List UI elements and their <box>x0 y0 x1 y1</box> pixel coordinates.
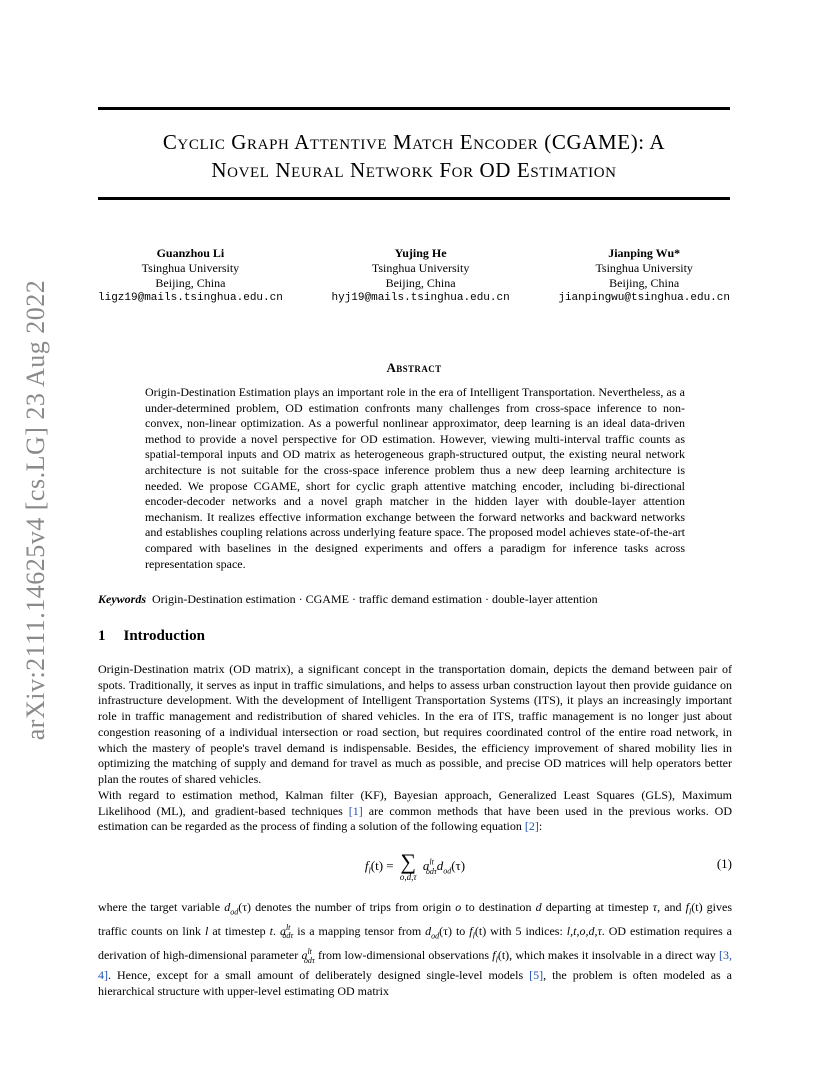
p3-math: a <box>279 924 286 939</box>
eq-term-d: d <box>436 857 444 873</box>
abstract-text: Origin-Destination Estimation plays an important role in the era of Intelligent Transportation. Nevertheless, as a under-determined problem, OD estimation confronts many challenges from cross-space inference to non-convex, non-linear optimization. As a powerful nonlinear approximator, deep learning is an ideal data-driven method to provide a novel perspective for OD estimation. However, viewing multi-interval traffic counts as spatial-temporal inputs and OD matrix as heterogeneous graph-structured output, the existing neural network architecture is not suitable for the cross-space inference problem thus a new deep learning architecture is needed. We propose CGAME, short for cyclic graph attentive matching encoder, including bi-directional encoder-decoder networks and a novel graph matcher in the hidden layer with double-layer attention mechanism. It realizes effective information exchange between the forward networks and backward networks and establishes coupling relations across underlying feature space. The proposed model achieves state-of-the-art compared with baselines in the designed experiments and offers a paradigm for inference tasks across representation space. <box>145 385 685 571</box>
section-heading-introduction <box>98 628 205 645</box>
citation-link[interactable]: [1] <box>348 803 363 818</box>
p3-text: . Hence, except for a small amount of deliberately designed single-level models <box>108 968 530 983</box>
p3-math: l,t,o,d,τ <box>566 924 602 939</box>
p3-text: , and <box>657 900 686 914</box>
p3-math-sub: l <box>689 907 692 917</box>
p3-math-sub: od <box>230 907 239 917</box>
intro-paragraph-1: Origin-Destination matrix (OD matrix), a significant concept in the transportation domain, depicts the demand between pair of spots. Traditionally, it serves as input in traffic simulations, and helps to assess urban construction layout then provide guidance on infrastructure development. With the development of Intelligent Transportation Systems (ITS), it plays an increasingly important role in traffic management and redistribution of shared vehicles. In the era of ITS, traffic management is no longer just about congestion reasoning of a individual intersection or road section, but requires coordinated control of the entire road network, in which the mastery of people's travel demand is indispensable. Besides, the efficiency improvement of shared mobility lies in optimizing the matching of supply and demand for travel as much as possible, and precise OD matrices will help operators better plan the routes of shared vehicles. <box>98 662 732 786</box>
author-affiliation: Tsinghua University <box>595 261 693 275</box>
author-affiliation: Tsinghua University <box>371 261 470 275</box>
equation-number: (1) <box>716 856 732 871</box>
author-block <box>98 246 730 306</box>
p3-math-sub: l <box>472 931 475 941</box>
author-email[interactable]: ligz19@mails.tsinghua.edu.cn <box>98 292 283 304</box>
title-bottom-rule <box>98 197 730 200</box>
p3-math: t <box>269 924 273 939</box>
keywords-line <box>98 592 730 607</box>
citation-link[interactable]: [2] <box>524 819 539 834</box>
p3-math: d <box>224 900 231 914</box>
author-location: Beijing, China <box>155 276 226 290</box>
keywords-text: Origin-Destination estimation · CGAME · traffic demand estimation · double-layer attention <box>152 592 598 606</box>
author-2 <box>331 246 509 306</box>
p3-math-sub: od <box>431 931 440 941</box>
p3-math-sup: lt <box>307 947 312 957</box>
p3-math: f <box>685 900 689 914</box>
p3-math-arg: (τ) <box>238 900 252 914</box>
p3-text: denotes the number of trips from origin <box>251 900 456 914</box>
p3-math: d <box>535 900 542 914</box>
author-affiliation: Tsinghua University <box>141 261 240 275</box>
p3-text: gives traffic counts on link <box>98 900 733 939</box>
para2-text-b: are common methods that have been used in the previous works. OD estimation can be regarded as the process of finding a solution of the following equation <box>98 803 732 834</box>
p3-math-arg: (τ) <box>439 924 452 939</box>
author-3 <box>558 246 730 306</box>
paper-title <box>98 128 730 184</box>
title-line-2: Novel Neural Network For OD Estimation <box>211 158 617 182</box>
p3-math: l <box>205 924 209 939</box>
equation-1 <box>98 850 732 890</box>
p3-text: departing at timestep <box>541 900 653 914</box>
p3-text: , the problem is often modeled as a hierarchical structure with upper-level estimating OD matrix <box>98 968 733 998</box>
arxiv-side-stamp <box>12 240 60 780</box>
eq-lhs: f <box>364 857 369 873</box>
p3-text: . <box>272 924 280 939</box>
p3-text: . OD estimation requires a derivation of high-dimensional parameter <box>98 924 732 963</box>
p3-math: f <box>469 924 473 939</box>
p3-math: τ <box>652 900 658 914</box>
p3-math: a <box>301 948 308 963</box>
author-1 <box>98 246 283 306</box>
para2-text-c: : <box>538 819 543 834</box>
author-name: Guanzhou Li <box>156 246 225 260</box>
author-email[interactable]: jianpingwu@tsinghua.edu.cn <box>558 292 730 304</box>
eq-sum-sub: o,d,τ <box>399 872 417 882</box>
p3-text: at timestep <box>208 924 270 939</box>
p3-math-sub: l <box>495 955 498 965</box>
p3-math-sub: odτ <box>282 931 294 941</box>
eq-lhs-arg: (t) = <box>370 857 394 873</box>
keywords-label: Keywords <box>98 592 146 606</box>
section-number: 1 <box>98 628 106 644</box>
p3-text: is a mapping tensor from <box>293 924 426 939</box>
eq-term-d-sub: od <box>443 866 452 876</box>
abstract-heading <box>98 360 730 376</box>
sigma-symbol: ∑ <box>400 849 417 874</box>
citation-link[interactable]: [3, 4] <box>98 948 733 983</box>
p3-text: to destination <box>461 900 536 914</box>
p3-math-arg: (t) <box>474 924 487 939</box>
eq-term-a: a <box>422 857 430 873</box>
intro-paragraph-3 <box>98 900 732 1000</box>
intro-paragraph-2 <box>98 788 732 835</box>
eq-lhs-sub: l <box>368 866 371 876</box>
p3-math: f <box>492 948 496 963</box>
p3-math-sub: odτ <box>303 955 315 965</box>
equation-formula <box>98 849 732 882</box>
citation-link[interactable]: [5] <box>529 968 544 983</box>
p3-text: with 5 indices: <box>486 924 567 939</box>
p3-math: o <box>455 900 462 914</box>
eq-term-a-sub: odτ <box>425 866 437 876</box>
p3-text: to <box>451 924 470 939</box>
abstract-heading-text: Abstract <box>386 360 442 375</box>
p3-math-sup: lt <box>285 923 291 933</box>
section-title: Introduction <box>123 628 205 644</box>
p3-text: from low-dimensional observations <box>314 948 493 963</box>
eq-term-a-sup: lt <box>429 857 434 867</box>
author-location: Beijing, China <box>385 276 456 290</box>
eq-sum <box>399 849 417 882</box>
p3-math: d <box>425 924 432 939</box>
p3-text: , which makes it insolvable in a direct way <box>509 948 720 963</box>
p3-math-arg: (t) <box>497 948 510 963</box>
p3-math-arg: (t) <box>691 900 703 914</box>
arxiv-id-text: arXiv:2111.14625v4 [cs.LG] 23 Aug 2022 <box>21 279 50 741</box>
para2-text-a: With regard to estimation method, Kalman filter (KF), Bayesian approach, Generalized Least Squares (GLS), Maximum Likelihood (ML), and gradient-based techniques <box>98 788 732 818</box>
author-location: Beijing, China <box>609 276 680 290</box>
author-email[interactable]: hyj19@mails.tsinghua.edu.cn <box>331 292 510 304</box>
title-top-rule <box>98 107 730 110</box>
eq-term-d-arg: (τ) <box>451 857 466 873</box>
author-name: Jianping Wu* <box>608 246 681 260</box>
p3-text: where the target variable <box>98 900 225 914</box>
title-line-1: Cyclic Graph Attentive Match Encoder (CGAME): A <box>162 130 666 154</box>
author-name: Yujing He <box>394 246 447 260</box>
